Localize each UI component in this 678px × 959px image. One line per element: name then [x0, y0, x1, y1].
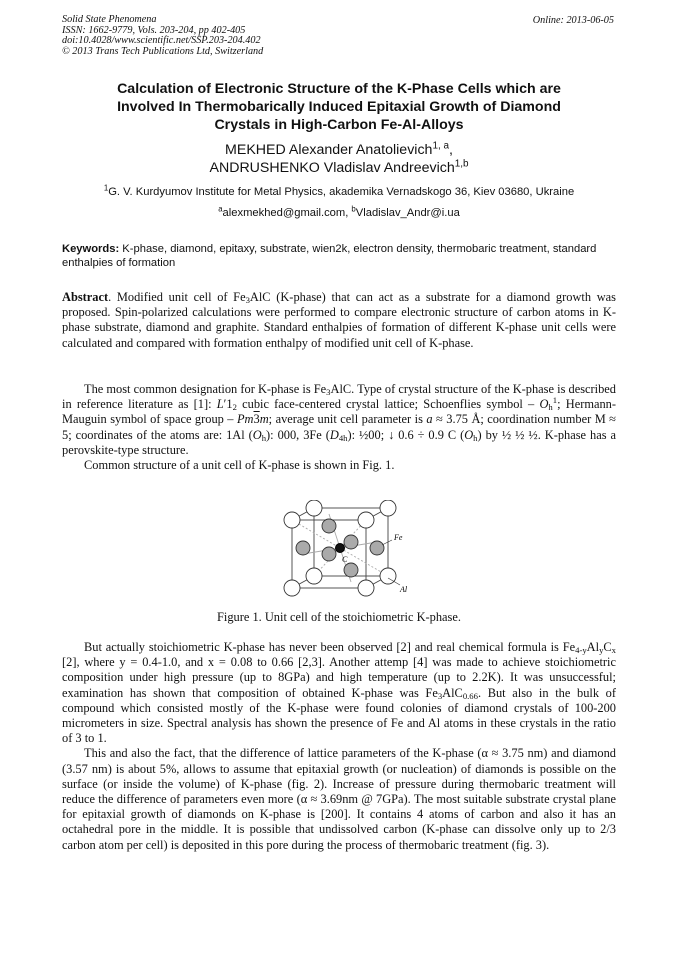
emails — [62, 206, 616, 220]
keywords — [62, 242, 616, 270]
abstract-text: AlC (K-phase) that can act as a substrate for a diamond growth was proposed. Spin-polarized calculations were performed to compare electronic structure of carbon atoms in K-phase substrate, diamond and graphite. Standard enthalpies of formation of different K-phase unit cells were calculated and compared with formation enthalpy of modified unit cell of K-phase. — [62, 290, 616, 350]
issn: ISSN: 1662-9779, Vols. 203-204, pp 402-405 — [62, 24, 246, 36]
author-sup: 1, a — [432, 140, 449, 152]
abstract: Abstract. Modified unit cell of $Fe_3AlC$ (K-phase) that can act as a substrate for a diamond growth was proposed. Spin-polarized calculations were performed to compare electronic structure of carbon atoms in K-phase substrate, diamond and graphite. Standard enthalpies of formation of different K-phase unit cells were calculated and compared with formation enthalpy of modified unit cell of K-phase. — [62, 290, 616, 350]
email-sup: b — [351, 204, 356, 214]
body-text: ) by ½ ½ ½. K-phase has a perovskite-type structure. — [62, 427, 616, 457]
body-text: The most common designation for K-phase is Fe — [84, 382, 327, 396]
body-text: . But also in the bulk of compound which consisted mostly of the K-phase were found colonies of diamond crystals of 100-200 micrometers in size. Spectral analysis has shown the presence of Fe and Al atoms in these crystals in the ratio of 3 to 1. — [62, 685, 617, 746]
body-text: C — [603, 640, 612, 654]
intro-paragraph: The most common designation for K-phase is $Fe_3AlC$. Type of crystal structure of the K-phase is described in reference literature as [1]: $L'1_2$ cubic face-centered crystal lattice; Schoenflies symbol – $O_h^1$; Hermann-Mauguin symbol of space group – Pm3m; average unit cell parameter is a ≈ 3.75 Å; coordination number M ≈ 5; coordinates of the atoms are: 1Al $(O_h)$: 000, 3Fe $(D_{4h})$: ½00; ↓ 0.6 ÷ 0.9 C $(O_h)$ by ½ ½ ½. K-phase has a perovskite-type structure. Common structure of a unit cell of K-phase is shown in Fig. 1. — [62, 382, 616, 473]
keywords-label: Keywords: — [62, 243, 120, 255]
body-text: ; Hermann-Mauguin symbol of space group – — [62, 397, 616, 427]
figure-caption: Figure 1. Unit cell of the stoichiometric K-phase. — [217, 610, 461, 624]
fig-ref-paragraph: Common structure of a unit cell of K-phase is shown in Fig. 1. — [84, 458, 395, 473]
author-1: MEKHED Alexander Anatolievich$^{1, a}$, — [225, 140, 453, 158]
author-name: ANDRUSHENKO Vladislav Andreevich — [209, 160, 455, 176]
body-text: AlC — [442, 685, 463, 700]
body-text: ≈ 3.75 Å; coordination number M ≈ 5; coordinates of the atoms are: 1Al ( — [62, 412, 616, 442]
body-section: But actually stoichiometric K-phase has never been observed [2] and real chemical formula is $Fe_{4-y}Al_yC_x$ [2], where y = 0.4-1.0, and x = 0.08 to 0.66 [2,3]. Another attemp [4] was made to achieve stoichiometric composition under high pressure (up to 8GPa) and high temperature (up to 2.2K). It was unsuccessful; examination has shown that composition of obtained K-phase was $Fe_3AlC_{0.66}$. But also in the bulk of compound which consisted mostly of the K-phase were found colonies of diamond crystals of 100-200 micrometers in size. Spectral analysis has shown the presence of Fe and Al atoms in these crystals in the ratio of 3 to 1. This and also the fact, that the difference of lattice parameters of the K-phase (α ≈ 3.75 nm) and diamond (3.57 nm) is about 5%, allows to assume that epitaxial growth (or nucleation) of diamonds is possible on the surface (or inside the volume) of K-phase (fig. 2). Increase of pressure during thermobaric treatment will reduce the difference of parameters even more (α ≈ 3.69nm @ 7GPa). The most suitable substrate crystal plane for epitaxial growth of diamonds on K-phase is [200]. It contains 4 atoms of carbon and also it has an octahedral pore in the middle. It is possible that undissolved carbon (K-phase can dissolve only up to 2/3 carbon atom per cell) is deposited in this pore during the process of thermobaric treatment (fig. 3). — [62, 640, 617, 852]
abstract-label: Abstract — [62, 290, 109, 304]
body-paragraph: This and also the fact, that the difference of lattice parameters of the K-phase (α ≈ 3.75 nm) and diamond (3.57 nm) is about 5%, allows to assume that epitaxial growth (or nucleation) of diamonds is possible on the surface (or inside the volume) of K-phase (fig. 2). Increase of pressure during thermobaric treatment will reduce the difference of parameters even more (α ≈ 3.69nm @ 7GPa). The most suitable substrate crystal plane for epitaxial growth of diamonds on K-phase is [200]. It contains 4 atoms of carbon and also it has an octahedral pore in the middle. It is possible that undissolved carbon (K-phase can dissolve only up to 2/3 carbon atom per cell) is deposited in this pore during the process of thermobaric treatment (fig. 3). — [62, 746, 616, 852]
copyright: © 2013 Trans Tech Publications Ltd, Switzerland — [62, 45, 264, 57]
journal-name: Solid State Phenomena — [62, 14, 157, 25]
body-text: Al — [586, 640, 600, 654]
affiliation-sup: 1 — [103, 183, 109, 193]
authors — [62, 141, 616, 177]
online-date: Online: 2013-06-05 — [532, 15, 614, 26]
abstract-text: . Modified unit cell of Fe — [108, 290, 246, 304]
email-sup: a — [218, 204, 223, 214]
al-label: Al — [400, 585, 408, 594]
body-text: AlC. Type of crystal structure of the K-phase is described in reference literature as [1]: — [62, 382, 616, 412]
title-line: Involved In Thermobarically Induced Epitaxial Growth of Diamond — [117, 99, 561, 115]
journal-meta — [62, 15, 263, 57]
title-line: Calculation of Electronic Structure of the K-Phase Cells which are — [117, 81, 561, 97]
fe-label: Fe — [394, 533, 403, 542]
doi: doi:10.4028/www.scientific.net/SSP.203-204.402 — [62, 35, 261, 47]
body-text: But actually stoichiometric K-phase has never been observed [2] and real chemical formula is Fe — [84, 640, 576, 654]
body-text: ): ½00; ↓ 0.6 ÷ 0.9 C ( — [347, 427, 465, 442]
unit-cell-figure — [270, 500, 430, 600]
body-text: [2], where y = 0.4-1.0, and x = 0.08 to 0.66 [2,3]. Another attemp [4] was made to achieve stoichiometric composition under high pressure (up to 8GPa) and high temperature (up to 2.2K). It was unsuccessful; examination has shown that composition of obtained K-phase was Fe — [62, 655, 616, 700]
author-sup: 1,b — [454, 158, 469, 170]
author-2 — [62, 159, 616, 177]
email-a: alexmekhed@gmail.com, — [222, 207, 352, 219]
carbon-atom-icon — [336, 544, 345, 553]
body-text: cubic face-centered crystal lattice; Schoenflies symbol – — [236, 397, 540, 412]
affiliation-text: G. V. Kurdyumov Institute for Metal Physics, akademika Vernadskogo 36, Kiev 03680, Ukraine — [108, 186, 575, 198]
affiliation — [62, 185, 616, 199]
paper-title — [62, 80, 616, 134]
author-name: MEKHED Alexander Anatolievich — [225, 142, 433, 158]
c-label: C — [342, 555, 348, 564]
email-b: Vladislav_Andr@i.ua — [355, 207, 460, 219]
body-text: ; average unit cell parameter is — [268, 412, 427, 427]
keywords-text: K-phase, diamond, epitaxy, substrate, wien2k, electron density, thermobaric treatment, standard enthalpies of formation — [62, 243, 597, 269]
title-line: Crystals in High-Carbon Fe-Al-Alloys — [214, 117, 464, 133]
body-text: ): 000, 3Fe ( — [266, 427, 330, 442]
